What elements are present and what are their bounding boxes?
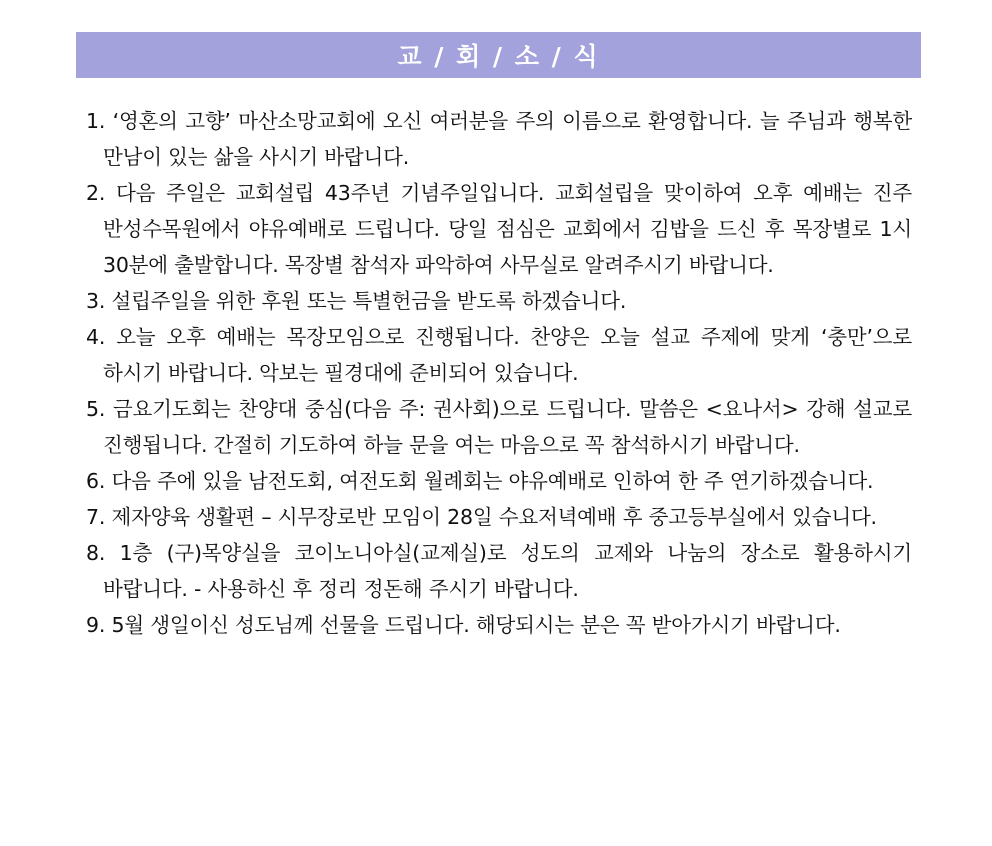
notice-item-4: 4. 오늘 오후 예배는 목장모임으로 진행됩니다. 찬양은 오늘 설교 주제에 맞게 ‘충만’으로 하시기 바랍니다. 악보는 필경대에 준비되어 있습니다. xyxy=(86,325,912,385)
notice-item-7: 7. 제자양육 생활편 – 시무장로반 모임이 28일 수요저녁예배 후 중고등부실에서 있습니다. xyxy=(86,505,877,529)
page-title: 교 / 회 / 소 / 식 xyxy=(397,42,600,71)
notice-item-3: 3. 설립주일을 위한 후원 또는 특별헌금을 받도록 하겠습니다. xyxy=(86,289,627,313)
notice-item-8: 8. 1층 (구)목양실을 코이노니아실(교제실)로 성도의 교제와 나눔의 장소로 활용하시기 바랍니다. - 사용하신 후 정리 정돈해 주시기 바랍니다. xyxy=(86,541,912,601)
notice-list xyxy=(86,103,912,643)
notice-item-5: 5. 금요기도회는 찬양대 중심(다음 주: 권사회)으로 드립니다. 말씀은 <요나서> 강해 설교로 진행됩니다. 간절히 기도하여 하늘 문을 여는 마음으로 꼭 참석하시기 바랍니다. xyxy=(86,397,912,457)
notice-item-6: 6. 다음 주에 있을 남전도회, 여전도회 월례회는 야유예배로 인하여 한 주 연기하겠습니다. xyxy=(86,469,874,493)
notice-item-1: 1. ‘영혼의 고향’ 마산소망교회에 오신 여러분을 주의 이름으로 환영합니다. 늘 주님과 행복한 만남이 있는 삶을 사시기 바랍니다. xyxy=(86,109,912,169)
notice-item-2: 2. 다음 주일은 교회설립 43주년 기념주일입니다. 교회설립을 맞이하여 오후 예배는 진주 반성수목원에서 야유예배로 드립니다. 당일 점심은 교회에서 김밥을 드신 후 목장별로 1시 30분에 출발합니다. 목장별 참석자 파악하여 사무실로 알려주시기 바랍니다. xyxy=(86,181,912,277)
notice-item-9: 9. 5월 생일이신 성도님께 선물을 드립니다. 해당되시는 분은 꼭 받아가시기 바랍니다. xyxy=(86,613,841,637)
header-bar xyxy=(76,32,921,78)
